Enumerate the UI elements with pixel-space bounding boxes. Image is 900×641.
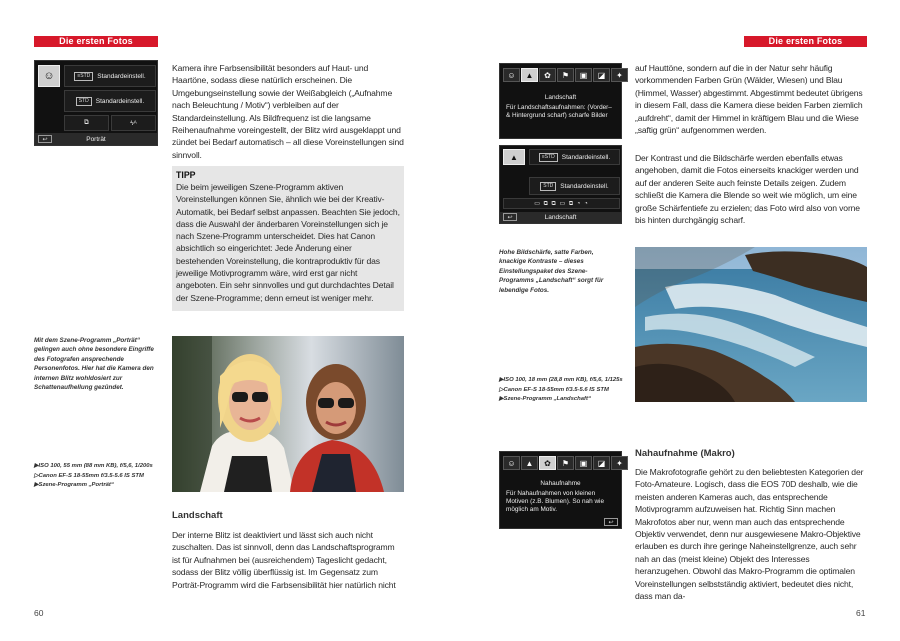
drive-mode-icon: ▭ ⧉ ⧉ ▭ ⧉ ◔ ◔ (534, 200, 589, 207)
landscape-exif-line: ▶ISO 100, 18 mm (28,8 mm KB), f/5,6, 1/125s (499, 377, 623, 383)
landscape-section-text: Der interne Blitz ist deaktiviert und lässt sich auch nicht zuschalten. Das ist sinnvoll, denn das Landschaftsprogramm ist für Aufnahmen bei (ausreichendem) Tageslicht gedacht, sodass der Blitz völlig überflüssig ist. Im Gegensatz zum Porträt-Programm wird die Farbsensibilität hier natürlich nicht (172, 530, 396, 590)
scene-icon-row (503, 456, 628, 470)
landscape-exif-line: ▷Canon EF-S 18-55mm f/3.5-5.6 IS STM (499, 386, 609, 393)
picture-style-icon: ≡STD (74, 72, 93, 81)
back-icon: ↩ (604, 518, 618, 526)
portrait-exif-line: ▶ISO 100, 55 mm (88 mm KB), f/5,6, 1/200s (34, 463, 153, 469)
right-column-text-1: auf Hauttöne, sondern auf die in der Natur sehr häufig vorkommenden Farben Grün (Wälder, Wiesen) und Blau (Himmel, Wasser) abgestimmt. Abgestimmt bedeutet übrigens in diesem Fall, dass die Kamera diese beiden Farben ziemlich „aufdreht“, damit der Himmel in kräftigem Blau und die Wiese „saftig grün“ aufgenommen werden. (635, 63, 863, 136)
back-icon: ↩ (38, 135, 52, 143)
night-portrait-icon: ◪ (593, 68, 610, 82)
macro-icon: ✿ (539, 68, 556, 82)
picture-style-icon: ≡STD (539, 153, 558, 162)
picture-style-label: Standardeinstell. (561, 153, 611, 161)
portrait-icon: ☺ (38, 65, 60, 87)
landscape-heading: Landschaft (172, 510, 223, 521)
portrait-exif (34, 462, 166, 491)
night-portrait-icon: ◪ (593, 456, 610, 470)
food-icon: ▣ (575, 68, 592, 82)
food-icon: ▣ (575, 456, 592, 470)
tip-title: TIPP (176, 170, 196, 180)
landscape-mode-desc: Für Landschaftsaufnahmen: (Vorder– & Hintergrund scharf) scharfe Bilder (506, 104, 612, 120)
right-page-header: Die ersten Fotos (744, 36, 867, 47)
flash-cell (111, 115, 156, 131)
ambience-label: Standardeinstell. (95, 97, 145, 105)
macro-icon: ✿ (539, 456, 556, 470)
handheld-night-icon: ✦ (611, 68, 628, 82)
landscape-exif (499, 376, 631, 405)
picture-style-row (529, 149, 620, 165)
drive-mode-strip (503, 198, 620, 209)
portrait-exif-line: ▷Canon EF-S 18-55mm f/3.5-5.6 IS STM (34, 472, 144, 479)
portrait-photo-caption: Mit dem Szene-Programm „Porträt“ gelingen auch ohne besondere Eingriffe des Fotografen ansprechende Personenfotos. Hier hat die Kamera den internen Blitz wohldosiert zur Schattenaufhellung gezündet. (34, 337, 154, 392)
tip-box (172, 166, 404, 311)
scene-icon-row (503, 68, 628, 82)
portrait-icon: ☺ (503, 68, 520, 82)
ambience-label: Standardeinstell. (560, 182, 609, 190)
macro-heading: Nahaufnahme (Makro) (635, 448, 735, 459)
landscape-photo (635, 247, 867, 402)
portrait-icon: ☺ (503, 456, 520, 470)
macro-mode-title: Nahaufnahme (540, 480, 581, 487)
portrait-photo (172, 336, 404, 492)
landscape-mode-title: Landschaft (544, 94, 577, 101)
landscape-screen-caption: Hohe Bildschärfe, satte Farben, knackige Kontraste – dieses Einstellungspaket des Szene-Programms „Landschaft“ sorgt für lebendige Fotos. (499, 249, 604, 294)
drive-mode-cell (64, 115, 109, 131)
macro-section-text: Die Makrofotografie gehört zu den beliebtesten Kategorien der Foto-Amateure. Logisch, dass die EOS 70D deshalb, wie die meisten anderen Kameras auch, das entsprechende Motivprogramm aufzuweisen hat. Richtig Sinn machen Makrofotos aber nur, wenn man auch das entsprechende Objektiv verwendet, denn nur ausgewiesene Makro-Objektive erlauben es durch ihre geringe Naheinstellgrenze, auch sehr nah an das (meist kleine) Objekt des Interesses heranzugehen. Obwohl das Makro-Programm die optimalen Voreinstellungen selbstständig aktiviert, bedeutet dies nicht, dass man da- (635, 467, 864, 602)
ambience-icon: STD (76, 97, 92, 106)
back-icon: ↩ (503, 213, 517, 221)
macro-mode-screen (499, 451, 622, 529)
handheld-night-icon: ✦ (611, 456, 628, 470)
macro-mode-desc: Für Nahaufnahmen von kleinen Motiven (z.B. Blumen). So nah wie möglich am Motiv. (506, 490, 605, 514)
landscape-settings-screen (499, 145, 622, 224)
portrait-settings-screen (34, 60, 158, 146)
portrait-exif-line: ▶Szene-Programm „Porträt“ (34, 482, 114, 489)
mode-name-bar (35, 133, 157, 145)
sports-icon: ⚑ (557, 456, 574, 470)
ambience-row (64, 90, 156, 112)
landscape-exif-line: ▶Szene-Programm „Landschaft“ (499, 396, 591, 403)
tip-text: Die beim jeweiligen Szene-Programm aktiven Voreinstellungen können Sie, ähnlich wie bei der Kreativ-Automatik, bei Bedarf selbst anpassen. Beachten Sie jedoch, dass die Auswahl der änderbaren Voreinstellungen sich je nach Szene-Programm unterscheidet. Dies hat Canon absichtlich so eingerichtet: Jede Änderung einer bestehenden Voreinstellung, die kontraproduktiv für das jeweilige Motivprogramm wäre, wird erst gar nicht angeboten. Ein sehr sinnvolles und gut durchdachtes Detail der Szene-Programme; denn erneut ist weniger mehr. (176, 182, 400, 303)
right-page-number: 61 (856, 608, 866, 618)
landscape-icon: ▲ (503, 149, 525, 165)
picture-style-row (64, 65, 156, 87)
sports-icon: ⚑ (557, 68, 574, 82)
landscape-mode-screen (499, 63, 622, 139)
mode-name-bar (500, 212, 621, 223)
mode-name-label: Landschaft (544, 214, 577, 221)
left-page-header: Die ersten Fotos (34, 36, 158, 47)
ambience-icon: STD (540, 182, 556, 191)
landscape-icon: ▲ (521, 456, 538, 470)
intro-paragraph: Kamera ihre Farbsensibilität besonders auf Haut- und Haartöne, sodass diese natürlich erscheinen. Die Umgebungseinstellung sowie der Weißabgleich („Aufnahme nach Beleuchtung / Motiv“) verbleiben auf der Standardeinstellung. Als Bildfrequenz ist die langsame Reihenaufnahme voreingestellt, der Blitz wird ausgeklappt und zündet bei Bedarf automatisch – all diese Voreinstellungen sind sinnvoll. (172, 63, 404, 160)
left-page-number: 60 (34, 608, 44, 618)
flash-icon: ϟᴬ (130, 119, 137, 127)
landscape-icon: ▲ (521, 68, 538, 82)
right-column-text-2: Der Kontrast und die Bildschärfe werden ebenfalls etwas angehoben, damit die Fotos einerseits knackiger werden und auf der anderen Seite auch feinste Details zeigen. Zudem schließt die Kamera die Blende so weit wie möglich, um eine große Schärfentiefe zu erzielen; das Foto wird also von vorne bis hinten durchgängig scharf. (635, 153, 860, 226)
ambience-row (529, 177, 620, 195)
picture-style-label: Standardeinstell. (97, 72, 146, 80)
mode-name-label: Porträt (86, 135, 106, 143)
drive-mode-icon: ⧉ (84, 119, 89, 126)
